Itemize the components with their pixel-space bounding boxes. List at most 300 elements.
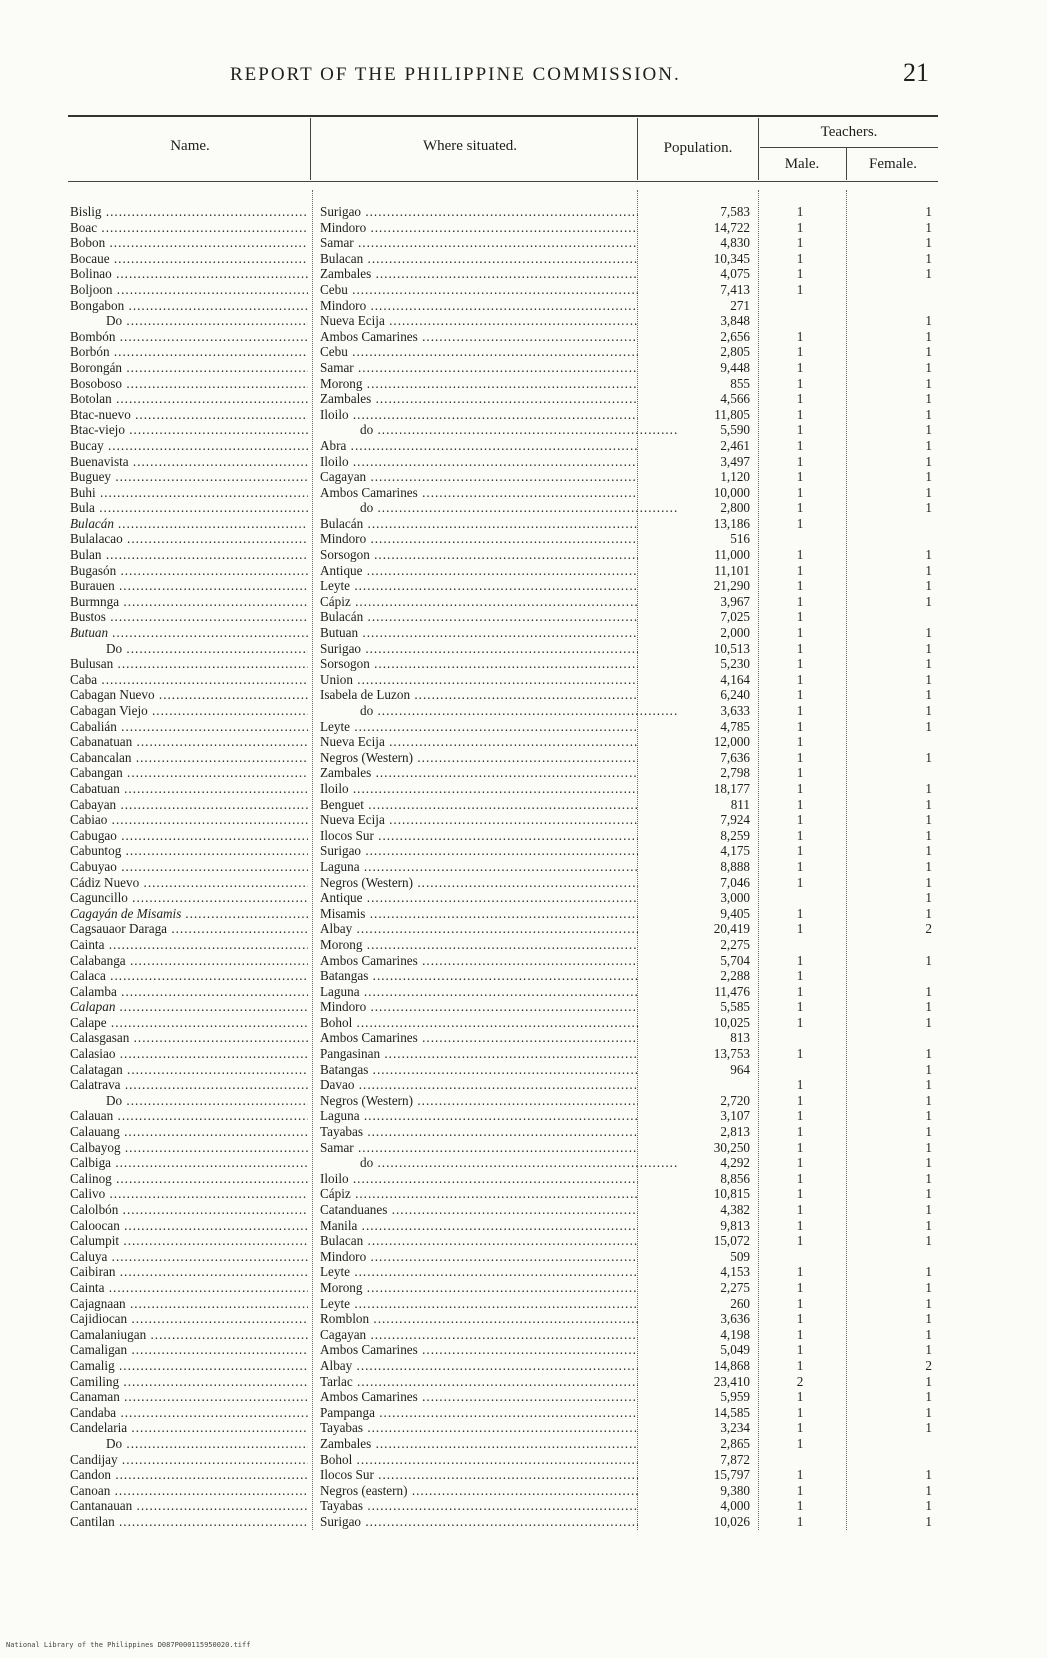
province-name: Zambales ..... (320, 1436, 638, 1452)
town-name: Caloocan ..... (70, 1218, 308, 1234)
town-name: Calolbón ..... (70, 1202, 308, 1218)
population-value: 5,590 (720, 422, 750, 438)
male-teachers: 1 (796, 968, 804, 984)
male-teachers: 1 (796, 1170, 804, 1186)
population-value: 9,380 (720, 1482, 750, 1498)
town-name: Calaca ..... (70, 968, 308, 984)
male-teachers: 1 (796, 250, 804, 266)
province-name: Antique ..... (320, 563, 638, 579)
town-name: Cabalián ..... (70, 719, 308, 735)
province-name: Ambos Camarines ..... (320, 953, 638, 969)
male-teachers: 1 (796, 656, 804, 672)
female-teachers: 1 (925, 983, 932, 999)
town-name: Cabagan Nuevo ..... (70, 687, 308, 703)
male-teachers: 1 (796, 983, 804, 999)
town-name: Buguey ..... (70, 469, 308, 485)
population-value: 10,000 (713, 484, 750, 500)
population-value: 5,049 (720, 1342, 750, 1358)
male-teachers: 1 (796, 1108, 804, 1124)
population-value: 7,924 (720, 812, 750, 828)
male-teachers: 1 (796, 1435, 804, 1451)
population-value: 516 (730, 531, 750, 547)
male-teachers: 1 (796, 219, 804, 235)
town-name: Calape ..... (70, 1015, 308, 1031)
town-name: Camaligan ..... (70, 1342, 308, 1358)
town-name: Cajagnaan ..... (70, 1296, 308, 1312)
town-name: Calbiga ..... (70, 1155, 308, 1171)
town-name: Caibiran ..... (70, 1264, 308, 1280)
town-name: Bislig ..... (70, 204, 308, 220)
female-teachers: 1 (925, 391, 932, 407)
town-name: Borongán ..... (70, 360, 308, 376)
female-teachers: 1 (925, 952, 932, 968)
town-name: Candon ..... (70, 1467, 308, 1483)
town-name: Bugasón ..... (70, 563, 308, 579)
town-name: Calabanga ..... (70, 953, 308, 969)
col-divider (846, 148, 847, 180)
province-name: Davao ..... (320, 1077, 638, 1093)
female-teachers: 1 (925, 796, 932, 812)
population-value: 11,805 (714, 406, 750, 422)
female-teachers: 1 (925, 250, 932, 266)
male-teachers: 1 (796, 578, 804, 594)
province-name: Albay ..... (320, 921, 638, 937)
province-name: Mindoro ..... (320, 220, 638, 236)
population-value: 3,848 (720, 313, 750, 329)
population-value: 260 (730, 1295, 750, 1311)
population-value: 1,120 (720, 469, 750, 485)
table-row (0, 454, 1047, 470)
female-teachers: 1 (925, 344, 932, 360)
province-name: Surigao ..... (320, 843, 638, 859)
province-name: Surigao ..... (320, 641, 638, 657)
population-value: 6,240 (720, 687, 750, 703)
population-value: 4,785 (720, 718, 750, 734)
province-name: Batangas ..... (320, 1062, 638, 1078)
province-name: Batangas ..... (320, 968, 638, 984)
province-name: Ambos Camarines ..... (320, 485, 638, 501)
population-value: 4,292 (720, 1155, 750, 1171)
population-value: 2,798 (720, 765, 750, 781)
province-name: do ..... (320, 500, 678, 516)
male-teachers: 1 (796, 500, 804, 516)
province-name: Bulacan ..... (320, 251, 638, 267)
table-row (0, 266, 1047, 282)
town-name: Caluya ..... (70, 1249, 308, 1265)
province-name: Ambos Camarines ..... (320, 1030, 638, 1046)
province-name: Bulacán ..... (320, 609, 638, 625)
province-name: Iloilo ..... (320, 407, 638, 423)
population-value: 964 (730, 1061, 750, 1077)
province-name: Catanduanes ..... (320, 1202, 638, 1218)
male-teachers: 1 (796, 391, 804, 407)
town-name: Cádiz Nuevo ..... (70, 875, 308, 891)
male-teachers: 1 (796, 547, 804, 563)
province-name: Negros (Western) ..... (320, 875, 638, 891)
town-name: Bobon ..... (70, 235, 308, 251)
male-teachers: 1 (796, 734, 804, 750)
population-value: 3,000 (720, 890, 750, 906)
town-name: Bulan ..... (70, 547, 308, 563)
female-teachers: 1 (925, 328, 932, 344)
province-name: Sorsogon ..... (320, 656, 638, 672)
population-value: 4,830 (720, 235, 750, 251)
table-row (0, 1514, 1047, 1530)
female-teachers: 1 (925, 890, 932, 906)
table-row (0, 984, 1047, 1000)
province-name: Morong ..... (320, 376, 638, 392)
table-row (0, 1327, 1047, 1343)
province-name: Morong ..... (320, 937, 638, 953)
town-name: Bocaue ..... (70, 251, 308, 267)
female-teachers: 1 (925, 484, 932, 500)
male-teachers: 1 (796, 359, 804, 375)
female-teachers: 1 (925, 1467, 932, 1483)
town-name: Calamba ..... (70, 984, 308, 1000)
female-teachers: 1 (925, 1482, 932, 1498)
male-teachers: 1 (796, 344, 804, 360)
table-row (0, 1498, 1047, 1514)
province-name: Bulacán ..... (320, 516, 638, 532)
town-name: Bolinao ..... (70, 266, 308, 282)
population-value: 4,000 (720, 1498, 750, 1514)
table-row (0, 407, 1047, 423)
male-teachers: 1 (796, 484, 804, 500)
population-value: 2,800 (720, 500, 750, 516)
province-name: Laguna ..... (320, 984, 638, 1000)
population-value: 4,566 (720, 391, 750, 407)
population-value: 7,413 (720, 281, 750, 297)
population-value: 11,101 (714, 562, 750, 578)
female-teachers: 1 (925, 1092, 932, 1108)
population-value: 5,704 (720, 952, 750, 968)
table-row (0, 360, 1047, 376)
population-value: 5,230 (720, 656, 750, 672)
population-value: 14,868 (713, 1357, 750, 1373)
female-teachers: 1 (925, 1342, 932, 1358)
table-row (0, 750, 1047, 766)
town-name: Canaman ..... (70, 1389, 308, 1405)
table-row (0, 1264, 1047, 1280)
table-row (0, 921, 1047, 937)
town-name: Calatagan ..... (70, 1062, 308, 1078)
female-teachers: 1 (925, 1326, 932, 1342)
table-row (0, 547, 1047, 563)
female-teachers: 1 (925, 1108, 932, 1124)
female-teachers: 1 (925, 359, 932, 375)
town-name: Bulacán ..... (70, 516, 308, 532)
population-value: 9,448 (720, 359, 750, 375)
female-teachers: 1 (925, 780, 932, 796)
population-value: 4,164 (720, 671, 750, 687)
male-teachers: 1 (796, 765, 804, 781)
table-row (0, 469, 1047, 485)
province-name: Nueva Ecija ..... (320, 313, 638, 329)
table-row (0, 376, 1047, 392)
population-value: 21,290 (713, 578, 750, 594)
table-row (0, 594, 1047, 610)
town-name: Do ..... (70, 1093, 308, 1109)
town-name: Do ..... (70, 313, 308, 329)
table-row (0, 797, 1047, 813)
col-divider (637, 118, 638, 180)
male-teachers: 1 (796, 422, 804, 438)
female-teachers: 1 (925, 1513, 932, 1529)
table-row (0, 1249, 1047, 1265)
male-teachers: 2 (796, 1373, 804, 1389)
province-name: Mindoro ..... (320, 531, 638, 547)
town-name: Cagayán de Misamis ..... (70, 906, 308, 922)
table-row (0, 937, 1047, 953)
province-name: do ..... (320, 703, 678, 719)
province-name: Antique ..... (320, 890, 638, 906)
female-teachers: 1 (925, 1046, 932, 1062)
town-name: Buenavista ..... (70, 454, 308, 470)
town-name: Cabangan ..... (70, 765, 308, 781)
table-row (0, 485, 1047, 501)
population-value: 14,585 (713, 1404, 750, 1420)
population-value: 2,865 (720, 1435, 750, 1451)
population-value: 18,177 (713, 780, 750, 796)
province-name: Leyte ..... (320, 578, 638, 594)
province-name: Bohol ..... (320, 1015, 638, 1031)
table-row (0, 641, 1047, 657)
population-value: 10,026 (713, 1513, 750, 1529)
town-name: Cabuntog ..... (70, 843, 308, 859)
table-row (0, 1062, 1047, 1078)
town-name: Burauen ..... (70, 578, 308, 594)
female-teachers: 1 (925, 266, 932, 282)
schools-table-body (0, 204, 1047, 1529)
town-name: Buhi ..... (70, 485, 308, 501)
province-name: Bulacan ..... (320, 1233, 638, 1249)
population-value: 3,107 (720, 1108, 750, 1124)
male-teachers: 1 (796, 1342, 804, 1358)
province-name: Nueva Ecija ..... (320, 812, 638, 828)
table-row (0, 235, 1047, 251)
male-teachers: 1 (796, 266, 804, 282)
population-value: 855 (730, 375, 750, 391)
male-teachers: 1 (796, 749, 804, 765)
female-teachers: 1 (925, 874, 932, 890)
table-row (0, 563, 1047, 579)
table-row (0, 329, 1047, 345)
town-name: Cabagan Viejo ..... (70, 703, 308, 719)
province-name: Zambales ..... (320, 391, 638, 407)
town-name: Bosoboso ..... (70, 376, 308, 392)
male-teachers: 1 (796, 1295, 804, 1311)
col-divider (758, 118, 759, 180)
province-name: Cebu ..... (320, 344, 638, 360)
male-teachers: 1 (796, 687, 804, 703)
female-teachers: 1 (925, 1311, 932, 1327)
male-teachers: 1 (796, 812, 804, 828)
col-male-header: Male. (784, 156, 820, 172)
female-teachers: 1 (925, 1217, 932, 1233)
population-value: 13,186 (713, 515, 750, 531)
male-teachers: 1 (796, 1404, 804, 1420)
male-teachers: 1 (796, 1498, 804, 1514)
province-name: Union ..... (320, 672, 638, 688)
female-teachers: 1 (925, 453, 932, 469)
female-teachers: 1 (925, 593, 932, 609)
province-name: Romblon ..... (320, 1311, 638, 1327)
population-value: 7,046 (720, 874, 750, 890)
header-bottom-rule (68, 181, 938, 182)
table-row (0, 344, 1047, 360)
male-teachers: 1 (796, 1357, 804, 1373)
province-name: Ilocos Sur ..... (320, 828, 638, 844)
female-teachers: 1 (925, 1014, 932, 1030)
population-value: 811 (730, 796, 750, 812)
male-teachers: 1 (796, 1014, 804, 1030)
province-name: Iloilo ..... (320, 454, 638, 470)
population-value: 5,959 (720, 1389, 750, 1405)
table-row (0, 1046, 1047, 1062)
town-name: Bongabon ..... (70, 298, 308, 314)
female-teachers: 1 (925, 375, 932, 391)
table-row (0, 828, 1047, 844)
town-name: Cabugao ..... (70, 828, 308, 844)
male-teachers: 1 (796, 671, 804, 687)
population-value: 7,583 (720, 204, 750, 219)
female-teachers: 1 (925, 469, 932, 485)
table-row (0, 1093, 1047, 1109)
male-teachers: 1 (796, 515, 804, 531)
male-teachers: 1 (796, 796, 804, 812)
running-head (0, 58, 1047, 88)
town-name: Borbón ..... (70, 344, 308, 360)
population-value: 15,797 (713, 1467, 750, 1483)
province-name: Bohol ..... (320, 1452, 638, 1468)
population-value: 3,633 (720, 703, 750, 718)
table-row (0, 1342, 1047, 1358)
province-name: Negros (eastern) ..... (320, 1483, 638, 1499)
table-row (0, 1171, 1047, 1187)
population-value: 3,497 (720, 453, 750, 469)
female-teachers: 1 (925, 1139, 932, 1155)
town-name: Cantanauan ..... (70, 1498, 308, 1514)
table-row (0, 1202, 1047, 1218)
table-row (0, 220, 1047, 236)
table-row (0, 204, 1047, 220)
table-row (0, 890, 1047, 906)
population-value: 10,345 (713, 250, 750, 266)
population-value: 4,198 (720, 1326, 750, 1342)
town-name: Bucay ..... (70, 438, 308, 454)
table-row (0, 859, 1047, 875)
male-teachers: 1 (796, 593, 804, 609)
town-name: Cabancalan ..... (70, 750, 308, 766)
female-teachers: 1 (925, 500, 932, 516)
male-teachers: 1 (796, 874, 804, 890)
table-row (0, 1124, 1047, 1140)
population-value: 30,250 (713, 1139, 750, 1155)
town-name: Cagsauaor Daraga ..... (70, 921, 308, 937)
town-name: Boac ..... (70, 220, 308, 236)
female-teachers: 1 (925, 671, 932, 687)
population-value: 4,075 (720, 266, 750, 282)
male-teachers: 1 (796, 640, 804, 656)
table-row (0, 765, 1047, 781)
table-row (0, 298, 1047, 314)
province-name: Manila ..... (320, 1218, 638, 1234)
male-teachers: 1 (796, 905, 804, 921)
female-teachers: 1 (925, 1498, 932, 1514)
province-name: Mindoro ..... (320, 999, 638, 1015)
table-row (0, 1389, 1047, 1405)
table-row (0, 812, 1047, 828)
female-teachers: 1 (925, 1420, 932, 1436)
table-row (0, 609, 1047, 625)
female-teachers: 1 (925, 204, 932, 219)
table-row (0, 1218, 1047, 1234)
province-name: Pampanga ..... (320, 1405, 638, 1421)
town-name: Camiling ..... (70, 1374, 308, 1390)
province-name: Cagayan ..... (320, 469, 638, 485)
table-row (0, 438, 1047, 454)
town-name: Btac-nuevo ..... (70, 407, 308, 423)
population-value: 9,405 (720, 905, 750, 921)
population-value: 5,585 (720, 999, 750, 1015)
town-name: Cabatuan ..... (70, 781, 308, 797)
male-teachers: 1 (796, 921, 804, 937)
table-row (0, 1015, 1047, 1031)
female-teachers: 2 (925, 1357, 932, 1373)
province-name: Zambales ..... (320, 266, 638, 282)
male-teachers: 1 (796, 1264, 804, 1280)
province-name: Leyte ..... (320, 1264, 638, 1280)
province-name: Mindoro ..... (320, 1249, 638, 1265)
table-row (0, 1296, 1047, 1312)
male-teachers: 1 (796, 858, 804, 874)
province-name: Laguna ..... (320, 1108, 638, 1124)
table-row (0, 1077, 1047, 1093)
province-name: Ambos Camarines ..... (320, 1389, 638, 1405)
female-teachers: 1 (925, 1186, 932, 1202)
header-rule (68, 115, 938, 117)
male-teachers: 1 (796, 204, 804, 219)
male-teachers: 1 (796, 1482, 804, 1498)
population-value: 11,000 (714, 547, 750, 563)
town-name: Candelaria ..... (70, 1420, 308, 1436)
female-teachers: 1 (925, 406, 932, 422)
province-name: Tayabas ..... (320, 1498, 638, 1514)
male-teachers: 1 (796, 843, 804, 859)
female-teachers: 1 (925, 843, 932, 859)
male-teachers: 1 (796, 718, 804, 734)
population-value: 8,888 (720, 858, 750, 874)
male-teachers: 1 (796, 1139, 804, 1155)
town-name: Boljoon ..... (70, 282, 308, 298)
table-row (0, 1374, 1047, 1390)
male-teachers: 1 (796, 1186, 804, 1202)
table-row (0, 282, 1047, 298)
female-teachers: 1 (925, 656, 932, 672)
province-name: Morong ..... (320, 1280, 638, 1296)
town-name: Bulusan ..... (70, 656, 308, 672)
female-teachers: 1 (925, 437, 932, 453)
table-row (0, 1420, 1047, 1436)
town-name: Cainta ..... (70, 937, 308, 953)
town-name: Cainta ..... (70, 1280, 308, 1296)
town-name: Do ..... (70, 641, 308, 657)
male-teachers: 1 (796, 827, 804, 843)
population-value: 23,410 (713, 1373, 750, 1389)
province-name: Iloilo ..... (320, 781, 638, 797)
province-name: Ilocos Sur ..... (320, 1467, 638, 1483)
running-title: REPORT OF THE PHILIPPINE COMMISSION. (230, 64, 681, 85)
